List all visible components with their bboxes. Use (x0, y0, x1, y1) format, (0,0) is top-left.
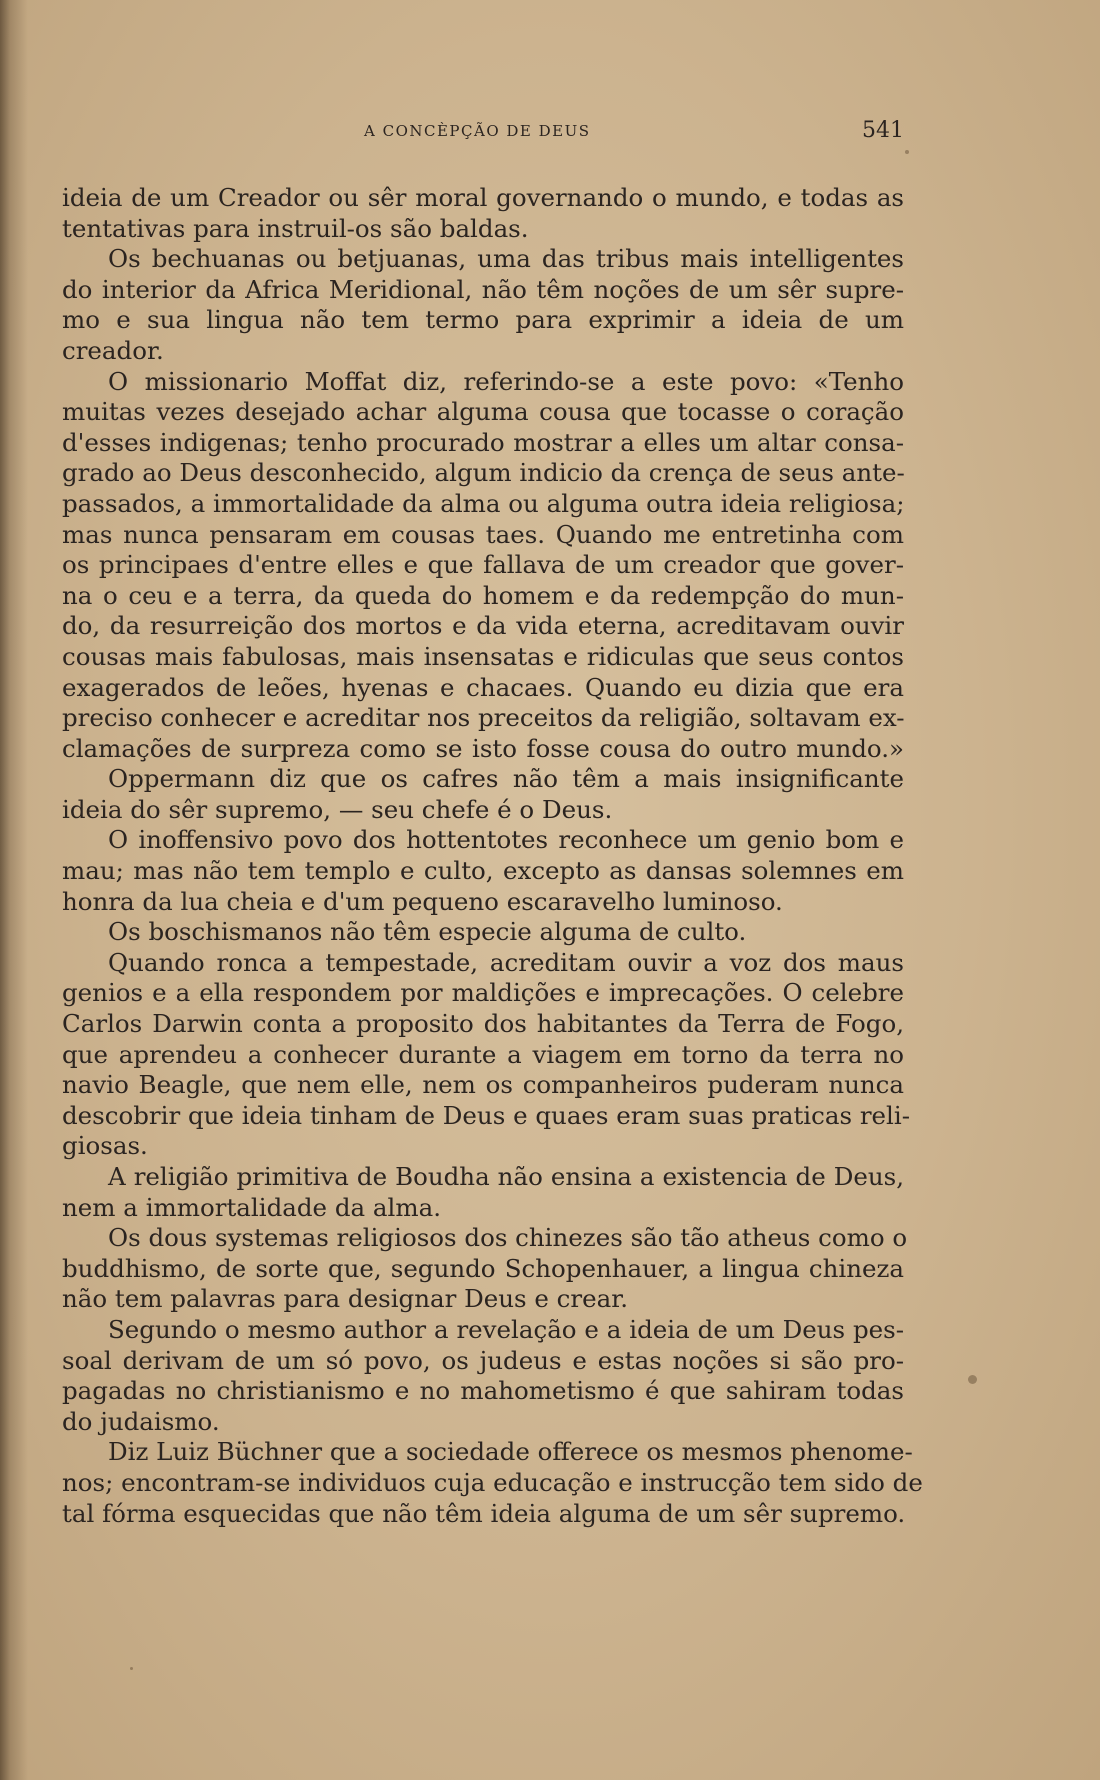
text-line: Os boschismanos não têm especie alguma de culto. (108, 917, 747, 947)
text-line: d'esses indigenas; tenho procurado mostrar a elles um altar consa- (62, 427, 904, 457)
text-line: Os bechuanas ou betjuanas, uma das tribus mais intelligentes (108, 244, 904, 274)
text-line: ideia do sêr supremo, — seu chefe é o Deus. (62, 794, 613, 824)
text-line: não tem palavras para designar Deus e crear. (62, 1284, 629, 1314)
text-line: O missionario Moffat diz, referindo-se a este povo: «Tenho (108, 366, 904, 396)
text-line: do interior da Africa Meridional, não têm noções de um sêr supre- (62, 274, 904, 304)
text-line: honra da lua cheia e d'um pequeno escaravelho luminoso. (62, 886, 783, 916)
text-line: preciso conhecer e acreditar nos preceitos da religião, soltavam ex- (62, 703, 905, 733)
paper-speck (968, 1375, 977, 1384)
text-line: Quando ronca a tempestade, acreditam ouvir a voz dos maus (108, 947, 904, 977)
text-line: cousas mais fabulosas, mais insensatas e ridiculas que seus contos (62, 641, 904, 671)
text-line: grado ao Deus desconhecido, algum indicio da crença de seus ante- (62, 458, 905, 488)
text-line: os principaes d'entre elles e que fallava de um creador que gover- (62, 550, 904, 580)
text-line: creador. (62, 335, 164, 365)
text-line: Carlos Darwin conta a proposito dos habitantes da Terra de Fogo, (62, 1009, 904, 1039)
text-line: tentativas para instruil-os são baldas. (62, 213, 529, 243)
page-number: 541 (862, 118, 904, 143)
text-line: ideia de um Creador ou sêr moral governando o mundo, e todas as (62, 183, 904, 212)
chapter-title: A CONCÈPÇÃO DE DEUS (364, 122, 591, 140)
text-line: giosas. (62, 1131, 148, 1161)
text-line: que aprendeu a conhecer durante a viagem em torno da terra no (62, 1039, 904, 1069)
text-line: Oppermann diz que os cafres não têm a mais insignificante (108, 764, 904, 794)
text-line: Os dous systemas religiosos dos chinezes são tão atheus como o (108, 1223, 908, 1253)
text-line: tal fórma esquecidas que não têm ideia alguma de um sêr supremo. (62, 1498, 906, 1528)
body-text (62, 183, 923, 1529)
text-line: Segundo o mesmo author a revelação e a ideia de um Deus pes- (108, 1314, 904, 1344)
paper-speck (905, 150, 909, 154)
text-line: exagerados de leões, hyenas e chacaes. Quando eu dizia que era (62, 672, 904, 702)
text-line: mau; mas não tem templo e culto, excepto as dansas solemnes em (62, 856, 904, 886)
running-head (0, 118, 1100, 148)
text-line: do, da resurreição dos mortos e da vida eterna, acreditavam ouvir (62, 611, 904, 641)
text-line: Diz Luiz Büchner que a sociedade offerece os mesmos phenome- (108, 1437, 913, 1467)
text-line: muitas vezes desejado achar alguma cousa que tocasse o coração (62, 397, 904, 427)
text-line: A religião primitiva de Boudha não ensina a existencia de Deus, (108, 1162, 904, 1191)
text-line: genios e a ella respondem por maldições e imprecações. O celebre (62, 978, 904, 1008)
text-line: descobrir que ideia tinham de Deus e quaes eram suas praticas reli- (62, 1100, 910, 1130)
text-line: nem a immortalidade da alma. (62, 1192, 441, 1222)
text-line: buddhismo, de sorte que, segundo Schopenhauer, a lingua chineza (62, 1253, 904, 1283)
text-line: navio Beagle, que nem elle, nem os companheiros puderam nunca (62, 1070, 904, 1100)
text-line: mo e sua lingua não tem termo para exprimir a ideia de um (62, 305, 904, 335)
text-line: na o ceu e a terra, da queda do homem e da redempção do mun- (62, 580, 904, 610)
text-line: nos; encontram-se individuos cuja educação e instrucção tem sido de (62, 1467, 923, 1497)
text-line: clamações de surpreza como se isto fosse cousa do outro mundo.» (62, 733, 904, 763)
text-line: soal derivam de um só povo, os judeus e estas noções si são pro- (62, 1345, 904, 1375)
text-line: passados, a immortalidade da alma ou alguma outra ideia religiosa; (62, 488, 905, 518)
text-line: pagadas no christianismo e no mahometismo é que sahiram todas (62, 1376, 904, 1406)
paper-speck (130, 1667, 133, 1670)
text-line: O inoffensivo povo dos hottentotes reconhece um genio bom e (108, 825, 904, 855)
text-line: do judaismo. (62, 1406, 220, 1436)
text-line: mas nunca pensaram em cousas taes. Quando me entretinha com (62, 519, 904, 549)
